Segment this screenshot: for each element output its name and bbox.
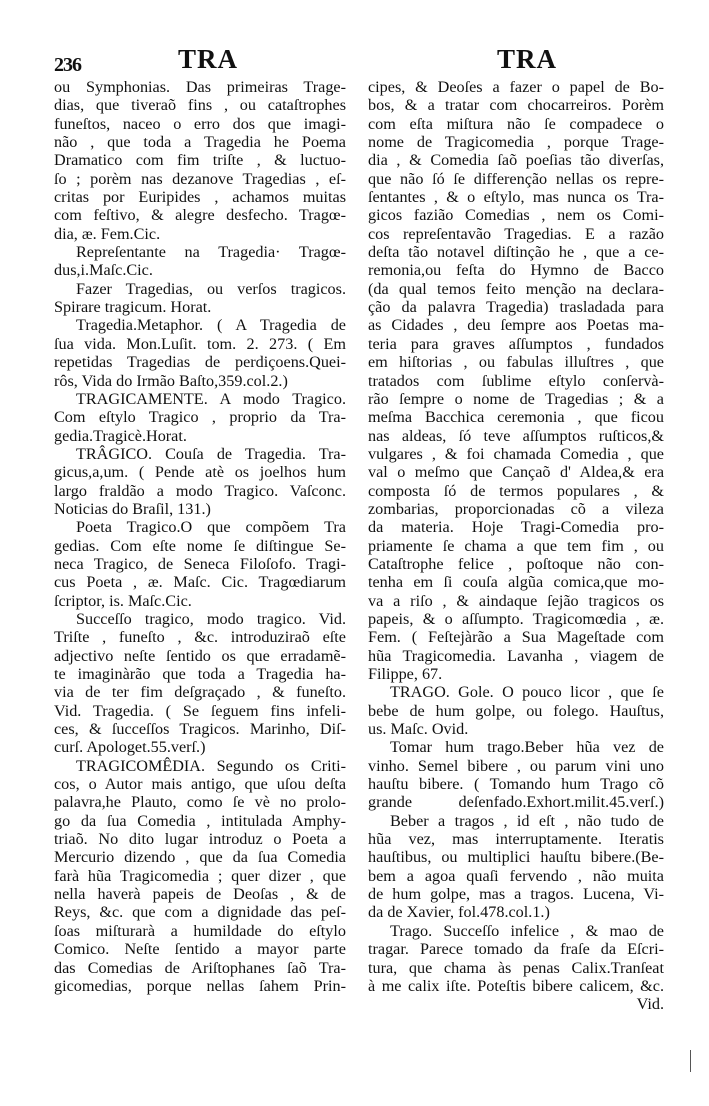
text-line: critas por Euripides , achamos muitas xyxy=(54,188,346,207)
text-line: rôs, Vida do Irmão Baſto,359.col.2.) xyxy=(54,371,288,390)
text-line: as Cidades , deu ſempre aos Poetas ma- xyxy=(368,316,664,335)
text-line: bebe de hum golpe, ou folego. Hauſtus, xyxy=(368,701,664,720)
text-line: repetidas Tragedias de perdiçoens.Quei- xyxy=(54,353,346,372)
left-column-head: TRA xyxy=(178,44,239,74)
text-line: hauſtu bibere. ( Tomando hum Trago cõ xyxy=(368,775,664,794)
text-line: que não ſó ſe differenção nellas os repre- xyxy=(368,169,664,188)
text-line: val o meſmo que Cançaõ d' Aldea,& era xyxy=(368,463,664,482)
text-line: adjectivo neſte ſentido os que erradamẽ- xyxy=(54,646,346,665)
text-line: ſua vida. Mon.Luſit. tom. 2. 273. ( Em xyxy=(54,334,346,353)
text-line: ção da palavra Tragedia) trasladada para xyxy=(368,298,664,317)
text-line: cipes, & Deoſes a fazer o papel de Bo- xyxy=(368,78,664,96)
text-line: triaõ. No dito lugar introduz o Poeta a xyxy=(54,830,346,849)
text-line: tratados com ſublime eſtylo conſervà- xyxy=(368,371,664,390)
text-line: vinho. Semel bibere , ou parum vini uno xyxy=(368,756,664,775)
text-line: ces, & ſucceſſos Tragicos. Marinho, Diſ- xyxy=(54,720,346,739)
text-line: Tragedia.Metaphor. ( A Tragedia de xyxy=(76,316,346,335)
text-line: Vid. Tragedia. ( Se ſeguem fins infeli- xyxy=(54,701,346,720)
text-line: Trago. Succeſſo infelice , & mao de xyxy=(390,921,664,940)
text-line: Com eſtylo Tragico , proprio da Tra- xyxy=(54,408,346,427)
text-line: das Comedias de Ariſtophanes ſaõ Tra- xyxy=(54,958,346,977)
text-line: nella haverà papeis de Deoſas , & de xyxy=(54,885,346,904)
text-line: vulgares , & foi chamada Comedia , que xyxy=(368,444,664,463)
text-line: ſentantes , & o eſtylo, mas nunca os Tra- xyxy=(368,188,664,207)
text-line: com feſtivo, & alegre desfecho. Tragœ- xyxy=(54,206,346,225)
text-line: Vid. xyxy=(636,995,664,1014)
text-line: Fazer Tragedias, ou verſos tragicos. xyxy=(76,279,346,298)
text-line: papeis, & o aſſumpto. Tragicomœdia , æ. xyxy=(368,609,664,628)
text-line: Repreſentante na Tragedia· Tragœ- xyxy=(76,243,346,262)
right-column-head: TRA xyxy=(497,44,558,74)
text-line: priamente ſe chama a que tem fim , ou xyxy=(368,536,664,555)
text-line: hauſtibus, ou multiplici hauſtu bibere.(Be- xyxy=(368,848,664,867)
text-line: va a riſo , & aindaque ſejão tragicos os xyxy=(368,591,664,610)
text-line: Reys, &c. que com a dignidade das peſ- xyxy=(54,903,346,922)
text-line: tura, que chama às penas Calix.Tranſeat xyxy=(368,958,664,977)
text-line: Mercurio dizendo , que da ſua Comedia xyxy=(54,848,346,867)
text-line: Poeta Tragico.O que compõem Tra xyxy=(76,518,346,537)
text-line: TRAGICOMÊDIA. Segundo os Criti- xyxy=(76,756,346,775)
text-line: gicos fazião Comedias , nem os Comi- xyxy=(368,206,664,225)
text-line: tragar. Parece tomado da fraſe da Eſcri- xyxy=(368,940,664,959)
page-number: 236 xyxy=(54,54,81,76)
text-line: gicomedias, porque nellas ſahem Prin- xyxy=(54,976,346,995)
text-line: Fem. ( Feſtejàrão a Sua Mageſtade com xyxy=(368,628,664,647)
text-line: us. Maſc. Ovid. xyxy=(368,720,469,739)
left-column xyxy=(54,78,346,995)
text-line: nas aldeas, ſó teve aſſumptos ruſticos,& xyxy=(368,426,664,445)
text-line: deſta tão notavel diſtinção he , que a ce- xyxy=(368,243,664,262)
text-line: farà hũa Tragicomedia ; quer dizer , que xyxy=(54,866,346,885)
text-line: tenha em ſi couſa algũa comica,que mo- xyxy=(368,573,664,592)
text-line: cos, o Autor mais antigo, que uſou deſta xyxy=(54,775,346,794)
text-line: curſ. Apologet.55.verſ.) xyxy=(54,738,206,757)
text-line: Spirare tragicum. Horat. xyxy=(54,298,212,317)
text-line: nome de Tragicomedia , porque Trage- xyxy=(368,133,664,152)
text-line: grande deſenfado.Exhort.milit.45.verſ.) xyxy=(368,793,664,812)
text-line: remonia,ou feſta do Hymno de Bacco xyxy=(368,261,664,280)
text-line: ou Symphonias. Das primeiras Trage- xyxy=(54,78,346,96)
text-line: Triſte , funeſto , &c. introduziraõ eſte xyxy=(54,628,346,647)
text-line: te imaginàrão que toda a Tragedia ha- xyxy=(54,665,346,683)
text-line: composta ſó de termos populares , & xyxy=(368,481,664,500)
text-line: dias, que tiveraõ fins , ou cataſtrophes xyxy=(54,96,346,115)
text-line: rão ſempre o nome de Tragedias ; & a xyxy=(368,389,664,408)
text-line: Cataſtrophe felice , poſtoque não con- xyxy=(368,554,664,573)
text-line: TRAGO. Gole. O pouco licor , que ſe xyxy=(390,683,664,702)
scan-edge-mark xyxy=(690,1050,691,1072)
text-line: gedias. Com eſte nome ſe diſtingue Se- xyxy=(54,536,346,555)
text-line: da de Xavier, fol.478.col.1.) xyxy=(368,903,550,922)
text-line: em hiſtorias , ou fabulas illuſtres , que xyxy=(368,353,664,372)
text-line: cus Poeta , æ. Maſc. Cic. Tragœdiarum xyxy=(54,573,346,592)
text-line: da materia. Hoje Tragi-Comedia pro- xyxy=(368,518,664,537)
text-line: gedia.Tragicè.Horat. xyxy=(54,426,187,445)
text-line: zombarias, proporcionadas cõ a vileza xyxy=(368,499,664,518)
text-line: teria para graves aſſumptos , fundados xyxy=(368,334,664,353)
text-line: Filippe, 67. xyxy=(368,665,443,683)
right-column xyxy=(368,78,664,1014)
text-line: dia , & Comedia ſaõ poeſias tão diverſas, xyxy=(368,151,664,170)
text-line: Succeſſo tragico, modo tragico. Vid. xyxy=(76,609,346,628)
text-line: TRÂGICO. Couſa de Tragedia. Tra- xyxy=(76,444,346,463)
text-line: bos, & a tratar com chocarreiros. Porèm xyxy=(368,96,664,115)
text-line: hũa Tragicomedia. Lavanha , viagem de xyxy=(368,646,664,665)
text-line: ſo ; porèm nas dezanove Tragedias , eſ- xyxy=(54,169,346,188)
text-line: funeſtos, naceo o erro dos que imagi- xyxy=(54,114,346,133)
text-line: via de ter fim deſgraçado , & funeſto. xyxy=(54,683,346,702)
page-header xyxy=(0,44,709,74)
text-line: go da ſua Comedia , intitulada Amphy- xyxy=(54,811,346,830)
text-line: hũa vez, mas interruptamente. Iteratis xyxy=(368,830,664,849)
text-line: largo fraldão a modo Tragico. Vaſconc. xyxy=(54,481,346,500)
text-line: Tomar hum trago.Beber hũa vez de xyxy=(390,738,664,757)
text-line: de hum golpe, mas a tragos. Lucena, Vi- xyxy=(368,885,664,904)
text-line: Beber a tragos , id eſt , não tudo de xyxy=(390,811,664,830)
text-line: Comico. Neſte ſentido a mayor parte xyxy=(54,940,346,959)
text-line: palavra,he Plauto, como ſe vè no prolo- xyxy=(54,793,346,812)
text-line: não , que toda a Tragedia he Poema xyxy=(54,133,346,152)
text-line: bem a agoa quaſi fervendo , não muita xyxy=(368,866,664,885)
text-line: dia, æ. Fem.Cic. xyxy=(54,224,161,243)
text-line: ſcriptor, is. Maſc.Cic. xyxy=(54,591,192,610)
text-line: ſoas miſturarà a humildade do eſtylo xyxy=(54,921,346,940)
text-line: Noticias do Braſil, 131.) xyxy=(54,499,211,518)
text-line: cos repreſentavão Tragedias. E a razão xyxy=(368,224,664,243)
text-line: à me calix iſte. Poteſtis bibere calicem, &c. xyxy=(368,976,664,995)
text-line: dus,i.Maſc.Cic. xyxy=(54,261,153,280)
text-line: com eſta miſtura não ſe compadece o xyxy=(368,114,664,133)
text-line: Dramatico com fim triſte , & luctuo- xyxy=(54,151,346,170)
text-line: meſma Bacchica ceremonia , que ficou xyxy=(368,408,664,427)
text-line: TRAGICAMENTE. A modo Tragico. xyxy=(76,389,346,408)
text-line: gicus,a,um. ( Pende atè os joelhos hum xyxy=(54,463,346,482)
text-line: (da qual temos feito menção na declara- xyxy=(368,279,664,298)
text-line: neca Tragico, de Seneca Filoſofo. Tragi- xyxy=(54,554,346,573)
